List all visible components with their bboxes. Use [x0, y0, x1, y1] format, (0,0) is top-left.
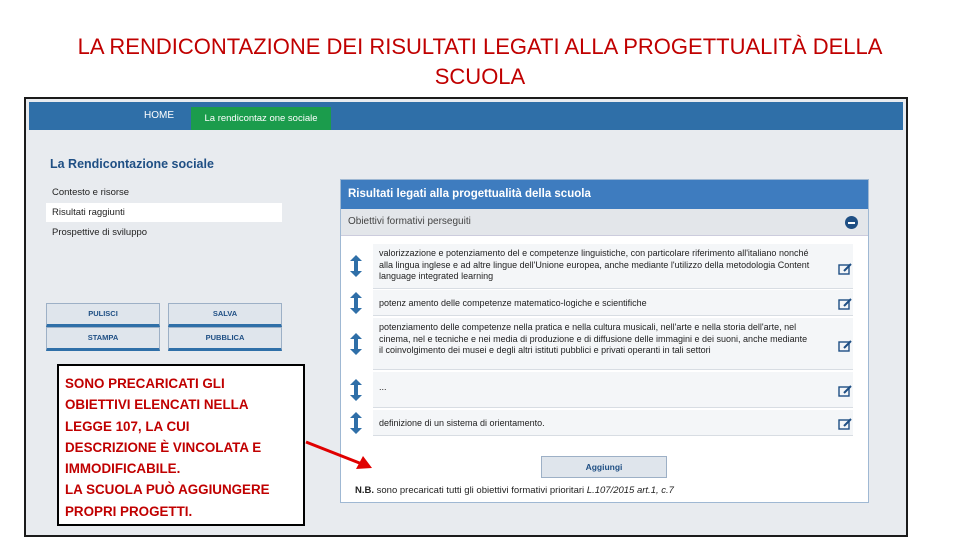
callout-line: IMMODIFICABILE.	[65, 461, 181, 477]
slide-title	[20, 32, 940, 92]
footnote-text: sono precaricati tutti gli obiettivi formativi prioritari	[376, 485, 585, 496]
aggiungi-button[interactable]: Aggiungi	[541, 456, 667, 478]
callout-line: OBIETTIVI ELENCATI NELLA	[65, 397, 249, 413]
objective-row	[341, 318, 868, 370]
sort-arrows-icon[interactable]	[349, 379, 363, 401]
sidebar-item-prospettive[interactable]: Prospettive di sviluppo	[52, 227, 148, 238]
objective-row	[341, 290, 868, 316]
edit-icon[interactable]	[838, 340, 852, 352]
objective-row	[341, 372, 868, 408]
sort-arrows-icon[interactable]	[349, 292, 363, 314]
callout-line: LEGGE 107, LA CUI	[65, 418, 190, 434]
collapse-minus-icon[interactable]	[845, 216, 858, 229]
red-arrow-icon	[300, 436, 380, 476]
callout-line: LA SCUOLA PUÒ AGGIUNGERE	[65, 482, 270, 498]
footnote-reference: L.107/2015 art.1, c.7	[586, 485, 674, 496]
callout-line: DESCRIZIONE È VINCOLATA E	[65, 439, 262, 455]
sidebar-menu	[46, 183, 282, 243]
objective-text: potenziamento delle competenze nella pratica e nella cultura musicali, nell'arte e nella storia dell'arte, nel cinema, nel e tecniche e nei media di produzione e di diffusione delle immagini e dei suoni, anche mediante il coinvolgimento dei musei e degli altri istituti pubblici e privati operanti in tali settori	[373, 318, 853, 370]
salva-button[interactable]: SALVA	[168, 303, 282, 327]
tab-rendicontazione-sociale[interactable]: La rendicontaz one sociale	[191, 107, 331, 130]
panel-subtitle-label: Obiettivi formativi perseguiti	[348, 216, 471, 227]
edit-icon[interactable]	[838, 385, 852, 397]
pulisci-button[interactable]: PULISCI	[46, 303, 160, 327]
edit-icon[interactable]	[838, 298, 852, 310]
sort-arrows-icon[interactable]	[349, 333, 363, 355]
sidebar-item-contesto[interactable]: Contesto e risorse	[52, 187, 130, 198]
objective-text: definizione di un sistema di orientamento.	[373, 410, 853, 436]
footnote-prefix: N.B.	[355, 485, 374, 496]
sort-arrows-icon[interactable]	[349, 255, 363, 277]
results-panel	[340, 179, 869, 503]
sort-arrows-icon[interactable]	[349, 412, 363, 434]
objective-text: potenz amento delle competenze matematico-logiche e scientifiche	[373, 290, 853, 316]
pubblica-button[interactable]: PUBBLICA	[168, 327, 282, 351]
callout-box	[57, 364, 305, 526]
sidebar-item-risultati[interactable]: Risultati raggiunti	[46, 203, 282, 222]
section-title: La Rendicontazione sociale	[50, 157, 214, 171]
objective-row	[341, 244, 868, 289]
nav-home-link[interactable]: HOME	[144, 110, 174, 121]
objective-row	[341, 410, 868, 436]
top-nav-bar	[29, 102, 903, 130]
objective-text: valorizzazione e potenziamento del e competenze linguistiche, con particolare riferimento all'italiano nonché alla lingua inglese e ad altre lingue dell'Unione europea, anche mediante l'utilizzo della metodologia Content language integrated learning	[373, 244, 853, 289]
edit-icon[interactable]	[838, 418, 852, 430]
edit-icon[interactable]	[838, 263, 852, 275]
stampa-button[interactable]: STAMPA	[46, 327, 160, 351]
slide-title-line2: SCUOLA	[434, 64, 526, 89]
callout-line: PROPRI PROGETTI.	[65, 503, 193, 519]
footnote	[355, 485, 674, 496]
callout-line: SONO PRECARICATI GLI	[65, 376, 225, 391]
panel-subtitle	[341, 209, 868, 236]
panel-title: Risultati legati alla progettualità della scuola	[341, 180, 868, 209]
slide-title-line1: LA RENDICONTAZIONE DEI RISULTATI LEGATI ALLA PROGETTUALITÀ DELLA	[77, 34, 883, 59]
objective-text: ...	[373, 372, 853, 408]
